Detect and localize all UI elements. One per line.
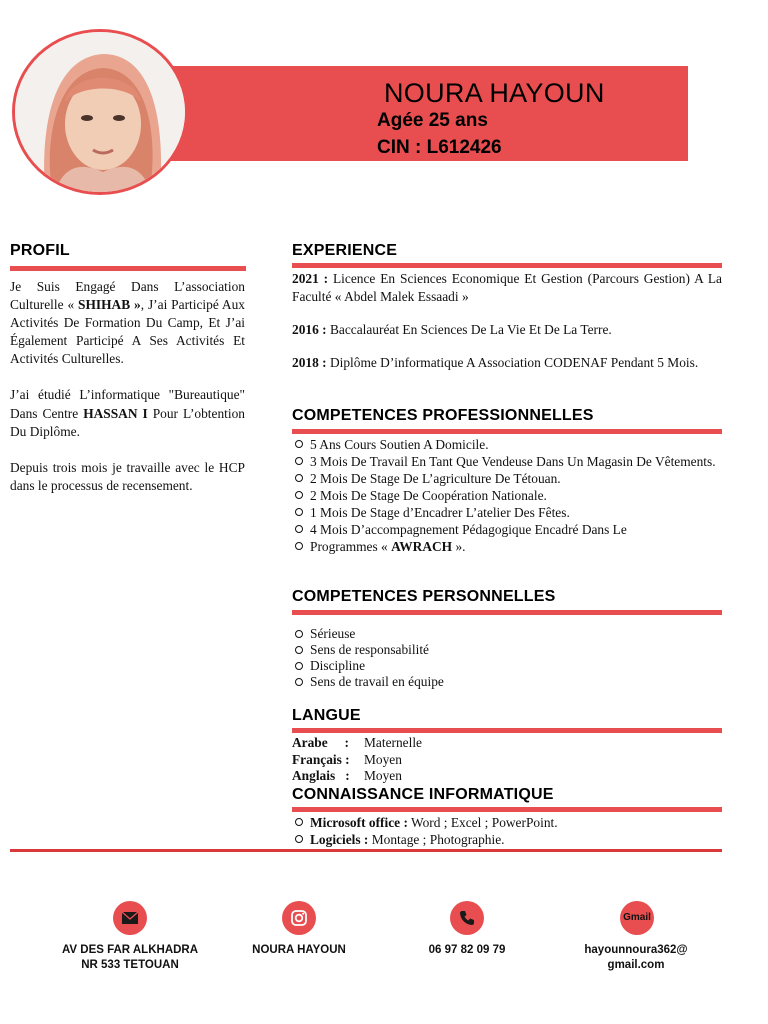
footer-separator — [10, 849, 722, 852]
bullet-circle-icon — [295, 835, 303, 843]
info-heading: CONNAISSANCE INFORMATIQUE — [292, 786, 554, 803]
profil-p1-b: , J’ai Participé Aux Activités De Formation Du Camp, Et J’ai Également Participé A Ses Activités Et Activités Culturelles. — [10, 297, 245, 367]
profil-p2-b: Pour L’obtention Du Diplôme. — [10, 405, 245, 439]
list-item-text: 4 Mois D’accompagnement Pédagogique Encadré Dans Le — [310, 522, 627, 537]
bullet-circle-icon — [295, 474, 303, 482]
list-item-text: Sérieuse — [310, 626, 356, 641]
profil-underline — [10, 266, 246, 271]
bullet-circle-icon — [295, 525, 303, 533]
experience-text: Diplôme D’informatique A Association CODENAF Pendant 5 Mois. — [326, 355, 699, 371]
langue-row — [292, 752, 422, 769]
comp-pro-list — [295, 436, 722, 555]
langue-underline — [292, 728, 722, 733]
experience-text: Licence En Sciences Economique Et Gestion (Parcours Gestion) A La Faculté « Abdel Malek Essaadi » — [292, 271, 722, 305]
list-item — [295, 642, 722, 658]
full-name: NOURA HAYOUN — [384, 78, 605, 108]
address-line-1: AV DES FAR ALKHADRA — [61, 944, 199, 956]
langue-name: Arabe : — [292, 735, 349, 750]
langue-row — [292, 735, 422, 752]
footer-address — [40, 943, 220, 973]
profil-paragraph-3: Depuis trois mois je travaille avec le HCP dans le processus de recensement. — [10, 459, 245, 493]
experience-item — [292, 270, 722, 306]
bullet-circle-icon — [295, 508, 303, 516]
list-item — [295, 470, 722, 487]
age-text: Agée 25 ans — [377, 110, 488, 131]
profil-p1-bold: SHIHAB » — [78, 297, 141, 313]
info-label: Logiciels : — [310, 832, 369, 847]
experience-year: 2016 : — [292, 322, 327, 338]
footer-email — [560, 943, 712, 973]
bullet-circle-icon — [295, 457, 303, 465]
gmail-icon — [620, 901, 654, 935]
list-item-text: 5 Ans Cours Soutien A Domicile. — [310, 437, 489, 452]
list-item — [295, 436, 722, 453]
list-item — [295, 487, 722, 504]
comp-perso-underline — [292, 610, 722, 615]
list-item — [295, 504, 722, 521]
email-line-1: hayounnoura362@ — [584, 944, 688, 956]
list-item-text: Programmes « — [310, 539, 392, 554]
experience-underline — [292, 263, 722, 268]
info-label: Microsoft office : — [310, 815, 408, 830]
experience-item — [292, 354, 722, 372]
list-item-text: Sens de travail en équipe — [310, 674, 444, 689]
phone-icon — [450, 901, 484, 935]
profil-p2-bold: HASSAN I — [83, 405, 148, 421]
list-item — [295, 658, 722, 674]
experience-year: 2018 : — [292, 355, 327, 371]
langue-level: Moyen — [364, 751, 402, 767]
langue-heading: LANGUE — [292, 707, 361, 724]
list-item — [295, 626, 722, 642]
langue-name: Français : — [292, 751, 350, 767]
email-line-2: gmail.com — [607, 959, 665, 971]
footer-phone: 06 97 82 09 79 — [428, 944, 506, 956]
comp-perso-list — [295, 626, 722, 690]
experience-list — [292, 270, 722, 372]
mail-icon — [113, 901, 147, 935]
cin-text: CIN : L612426 — [377, 137, 502, 158]
gmail-icon-label: Gmail — [623, 912, 651, 923]
bullet-circle-icon — [295, 630, 303, 638]
experience-text: Baccalauréat En Sciences De La Vie Et De La Terre. — [326, 322, 612, 338]
list-item-text: 2 Mois De Stage De Coopération Nationale. — [310, 488, 547, 503]
bullet-circle-icon — [295, 542, 303, 550]
comp-pro-heading: COMPETENCES PROFESSIONNELLES — [292, 407, 594, 424]
profil-paragraph-2 — [10, 386, 245, 440]
langue-row — [292, 768, 422, 785]
list-item-text: 2 Mois De Stage De L’agriculture De Tétouan. — [310, 471, 561, 486]
portrait-image — [15, 32, 185, 192]
list-item — [295, 831, 722, 848]
experience-year: 2021 : — [292, 271, 329, 286]
bullet-circle-icon — [295, 440, 303, 448]
footer-instagram: NOURA HAYOUN — [252, 944, 346, 956]
list-item — [295, 674, 722, 690]
profil-paragraph-1 — [10, 278, 245, 368]
info-value: Word ; Excel ; PowerPoint. — [407, 815, 558, 830]
profil-section — [10, 278, 245, 495]
list-item — [295, 453, 722, 470]
experience-item — [292, 321, 722, 339]
list-item-text: 1 Mois De Stage d’Encadrer L’atelier Des Fêtes. — [310, 505, 570, 520]
list-item-text: Discipline — [310, 658, 366, 673]
awrach-bold: AWRACH — [391, 539, 453, 554]
profile-photo — [12, 29, 188, 195]
info-value: Montage ; Photographie. — [368, 832, 505, 847]
bullet-circle-icon — [295, 818, 303, 826]
comp-pro-underline — [292, 429, 722, 434]
profil-heading: PROFIL — [10, 242, 70, 259]
list-item — [295, 814, 722, 831]
langue-list — [292, 735, 422, 785]
langue-level: Moyen — [364, 768, 402, 783]
list-item — [295, 521, 722, 538]
instagram-icon — [282, 901, 316, 935]
list-item — [295, 538, 722, 555]
list-item-text: Sens de responsabilité — [310, 642, 430, 657]
bullet-circle-icon — [295, 678, 303, 686]
info-list — [295, 814, 722, 848]
list-item-suffix: ». — [452, 539, 466, 554]
profil-p2-a: J’ai étudié L’informatique "Bureautique" Dans Centre — [10, 387, 245, 421]
bullet-circle-icon — [295, 491, 303, 499]
langue-name: Anglais : — [292, 768, 350, 783]
comp-perso-heading: COMPETENCES PERSONNELLES — [292, 588, 556, 605]
profil-p1-a: Je Suis Engagé Dans L’association Culturelle « — [10, 279, 245, 313]
bullet-circle-icon — [295, 646, 303, 654]
bullet-circle-icon — [295, 662, 303, 670]
experience-heading: EXPERIENCE — [292, 242, 398, 259]
list-item-text: 3 Mois De Travail En Tant Que Vendeuse Dans Un Magasin De Vêtements. — [310, 454, 716, 469]
langue-level: Maternelle — [364, 735, 422, 750]
info-underline — [292, 807, 722, 812]
address-line-2: NR 533 TETOUAN — [81, 959, 179, 971]
